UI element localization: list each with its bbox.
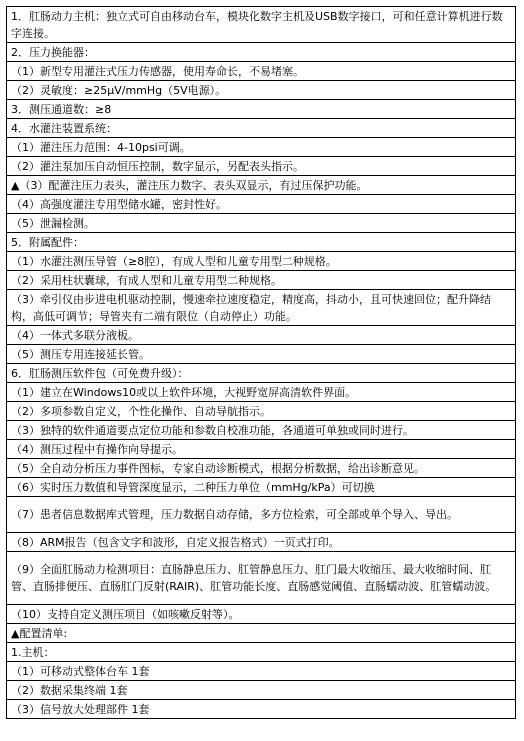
table-row (7, 700, 516, 719)
table-row (7, 43, 516, 62)
table-cell: （10）支持自定义测压项目（如咳嗽反射等）。 (7, 605, 516, 624)
table-row (7, 421, 516, 440)
table-cell: （3）信号放大处理部件 1套 (7, 700, 516, 719)
table-row (7, 81, 516, 100)
table-row (7, 214, 516, 233)
table-cell: 3．测压通道数：≥8 (7, 100, 516, 119)
table-row (7, 459, 516, 478)
table-row (7, 326, 516, 345)
table-cell: （2）灵敏度：≥25μV/mmHg（5V电源）。 (7, 81, 516, 100)
table-cell: 2．压力换能器： (7, 43, 516, 62)
table-cell: （4）高强度灌注专用型储水罐，密封性好。 (7, 195, 516, 214)
table-cell: 5．附属配件： (7, 233, 516, 252)
table-row (7, 119, 516, 138)
table-row (7, 176, 516, 195)
spec-table (6, 6, 516, 719)
table-cell: （5）全自动分析压力事件图标，专家自动诊断模式，根据分析数据，给出诊断意见。 (7, 459, 516, 478)
table-cell: （2）采用柱状囊球，有成人型和儿童专用型二种规格。 (7, 271, 516, 290)
table-row (7, 681, 516, 700)
table-row (7, 195, 516, 214)
table-cell: ▲（3）配灌注压力表头，灌注压力数字、表头双显示，有过压保护功能。 (7, 176, 516, 195)
table-cell: （4）一体式多联分液板。 (7, 326, 516, 345)
table-cell: （5）测压专用连接延长管。 (7, 345, 516, 364)
table-row (7, 497, 516, 533)
table-cell: 1.主机： (7, 643, 516, 662)
table-row (7, 605, 516, 624)
table-row (7, 402, 516, 421)
table-row (7, 440, 516, 459)
table-row (7, 62, 516, 81)
table-row (7, 271, 516, 290)
table-row (7, 252, 516, 271)
table-row (7, 233, 516, 252)
table-cell: （2）多项参数自定义，个性化操作、自动导航指示。 (7, 402, 516, 421)
table-row (7, 100, 516, 119)
table-cell: （7）患者信息数据库式管理，压力数据自动存储，多方位检索，可全部或单个导入、导出。 (7, 497, 516, 533)
table-cell: （1）水灌注测压导管（≥8腔），有成人型和儿童专用型二种规格。 (7, 252, 516, 271)
table-cell: （6）实时压力数值和导管深度显示，二种压力单位（mmHg/kPa）可切换 (7, 478, 516, 497)
table-row (7, 138, 516, 157)
table-cell: 6．肛肠测压软件包（可免费升级）： (7, 364, 516, 383)
table-row (7, 290, 516, 326)
table-cell: （4）测压过程中有操作向导提示。 (7, 440, 516, 459)
table-cell: （5）泄漏检测。 (7, 214, 516, 233)
table-row (7, 383, 516, 402)
table-cell: （1）建立在Windows10或以上软件环境，大视野宽屏高清软件界面。 (7, 383, 516, 402)
table-row (7, 624, 516, 643)
table-cell: （2）灌注泵加压自动恒压控制，数字显示，另配表头指示。 (7, 157, 516, 176)
table-cell: （9）全面肛肠动力检测项目：直肠静息压力、肛管静息压力、肛门最大收缩压、最大收缩时间、肛管、直肠排便压、直肠肛门反射(RAIR)、肛管功能长度、直肠感觉阈值、直肠蠕动波、肛管蠕动波。 (7, 552, 516, 605)
table-row (7, 552, 516, 605)
table-cell: （1）可移动式整体台车 1套 (7, 662, 516, 681)
table-cell: （1）灌注压力范围：4-10psi可调。 (7, 138, 516, 157)
table-cell: （3）牵引仪由步进电机驱动控制，慢速牵拉速度稳定，精度高，抖动小，且可快速回位；配升降结构，高低可调节；导管夹有二端有限位（自动停止）功能。 (7, 290, 516, 326)
table-cell: 4．水灌注装置系统： (7, 119, 516, 138)
table-row (7, 662, 516, 681)
table-row (7, 345, 516, 364)
table-cell: （3）独特的软件通道要点定位功能和参数自校准功能，各通道可单独或同时进行。 (7, 421, 516, 440)
table-cell: （8）ARM报告（包含文字和波形，自定义报告格式）一页式打印。 (7, 533, 516, 552)
table-cell: 1．肛肠动力主机：独立式可自由移动台车，模块化数字主机及USB数字接口，可和任意计算机进行数字连接。 (7, 7, 516, 43)
table-row (7, 157, 516, 176)
table-row (7, 643, 516, 662)
table-row (7, 7, 516, 43)
table-cell: （2）数据采集终端 1套 (7, 681, 516, 700)
table-cell: ▲配置清单: (7, 624, 516, 643)
table-row (7, 533, 516, 552)
table-row (7, 364, 516, 383)
table-cell: （1）新型专用灌注式压力传感器，使用寿命长，不易堵塞。 (7, 62, 516, 81)
table-row (7, 478, 516, 497)
